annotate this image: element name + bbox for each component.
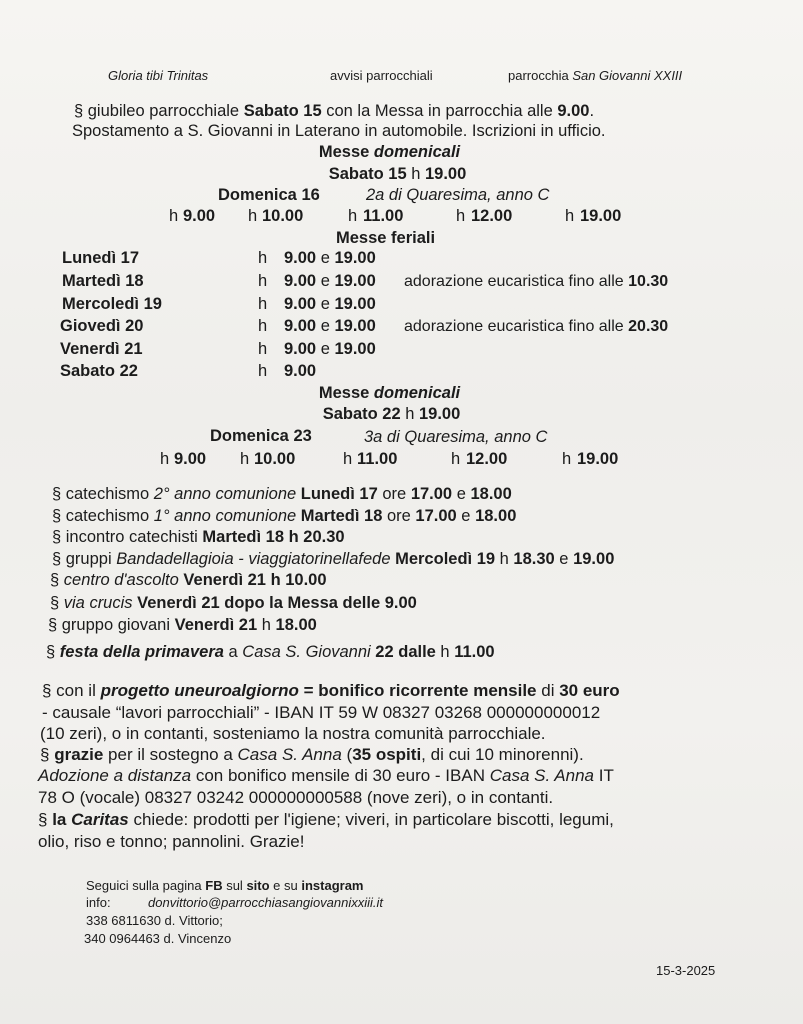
event-day: Martedì 18 bbox=[300, 507, 383, 525]
sunday-mass-time: 11.00 bbox=[357, 450, 398, 468]
sunday-h-label: h bbox=[562, 450, 572, 468]
weekday-times bbox=[284, 249, 376, 268]
giubileo-time: 9.00 bbox=[557, 102, 590, 120]
event-label: § catechismo bbox=[52, 507, 154, 525]
sunday-mass-time: 9.00 bbox=[183, 207, 216, 225]
header-motto: Gloria tibi Trinitas bbox=[108, 68, 209, 83]
sunday-mass-time: 10.00 bbox=[262, 207, 304, 225]
weekday-times bbox=[284, 272, 376, 291]
giubileo-line1 bbox=[74, 102, 594, 121]
sunday-mass-time: 9.00 bbox=[174, 450, 207, 468]
grazie-line2 bbox=[38, 766, 614, 786]
week2-messe-title-i: domenicali bbox=[373, 384, 461, 402]
week2-messe-title bbox=[0, 384, 791, 403]
weekday-name: Martedì 18 bbox=[62, 272, 144, 290]
event-day: Martedì 18 bbox=[202, 528, 285, 546]
weekday-time-1: 9.00 bbox=[284, 340, 317, 358]
grazie-bonifico: con bonifico mensile di 30 euro - IBAN bbox=[191, 766, 490, 785]
header-parish-name: San Giovanni XXIII bbox=[572, 68, 683, 83]
footer-date: 15-3-2025 bbox=[656, 963, 716, 978]
weekday-name: Giovedì 20 bbox=[60, 317, 144, 335]
progetto-bonifico: = bonifico ricorrente mensile bbox=[298, 681, 537, 700]
event-detail: Bandadellagioia - viaggiatorinellafede bbox=[116, 550, 391, 568]
week1-messe-title-b: Messe bbox=[318, 143, 374, 161]
giubileo-mid: con la Messa in parrocchia alle bbox=[321, 102, 558, 120]
sunday-h-label: h bbox=[160, 450, 170, 468]
footer-esu: e su bbox=[269, 878, 302, 893]
event-time: 20.30 bbox=[303, 528, 345, 546]
event-time: 17.00 bbox=[410, 485, 453, 503]
week1-domenica-note: 2a di Quaresima, anno C bbox=[366, 186, 550, 204]
event-sep: h bbox=[265, 571, 286, 589]
week2-messe-title-b: Messe bbox=[318, 384, 374, 402]
event-label: § catechismo bbox=[52, 485, 154, 503]
giubileo-line2: Spostamento a S. Giovanni in Laterano in automobile. Iscrizioni in ufficio. bbox=[72, 122, 606, 140]
event-day: Mercoledì 19 bbox=[395, 550, 496, 568]
header-parish-prefix: parrocchia bbox=[508, 68, 573, 83]
week2-sabato bbox=[0, 405, 793, 424]
event-sep2: h bbox=[435, 643, 455, 661]
weekday-h-label: h bbox=[258, 272, 268, 290]
progetto-sep: di bbox=[536, 681, 560, 700]
week1-feriali-title: Messe feriali bbox=[336, 229, 436, 247]
weekday-and: e bbox=[316, 249, 335, 267]
sunday-h-label: h bbox=[248, 207, 258, 225]
footer-sito: sito bbox=[246, 878, 270, 893]
weekday-time-1: 9.00 bbox=[284, 295, 317, 313]
footer-phone-vincenzo: 340 0964463 d. Vincenzo bbox=[84, 931, 232, 946]
sunday-h-label: h bbox=[240, 450, 250, 468]
event-sep: h bbox=[257, 616, 276, 634]
caritas-line1 bbox=[38, 810, 614, 830]
weekday-times bbox=[284, 362, 316, 381]
weekday-h-label: h bbox=[258, 295, 268, 313]
grazie-rest: , di cui 10 minorenni). bbox=[421, 745, 584, 764]
week1-sabato-time: 19.00 bbox=[425, 165, 467, 183]
weekday-time-2: 19.00 bbox=[334, 340, 376, 358]
sunday-h-label: h bbox=[456, 207, 466, 225]
event-day: Venerdì 21 bbox=[183, 571, 266, 589]
giubileo-day: Sabato 15 bbox=[243, 102, 322, 120]
header-parish bbox=[508, 68, 682, 83]
sunday-h-label: h bbox=[565, 207, 575, 225]
adoration-time: 20.30 bbox=[628, 318, 669, 335]
week1-sabato-day: Sabato 15 bbox=[328, 165, 407, 183]
event-sep: a bbox=[223, 643, 243, 661]
event-time: 18.30 bbox=[513, 550, 555, 568]
footer-sul: sul bbox=[222, 878, 247, 893]
sunday-mass-time: 11.00 bbox=[363, 207, 404, 225]
grazie-mid: per il sostegno a bbox=[103, 745, 238, 764]
event-day: Venerdì 21 dopo la Messa delle 9.00 bbox=[137, 594, 417, 612]
weekday-time-2: 19.00 bbox=[334, 272, 376, 290]
progetto-label: § con il bbox=[42, 681, 101, 700]
weekday-times bbox=[284, 295, 376, 314]
adoration-text: adorazione eucaristica fino alle bbox=[404, 273, 629, 290]
weekday-h-label: h bbox=[258, 340, 268, 358]
footer-fb: FB bbox=[205, 878, 223, 893]
footer-email: donvittorio@parrocchiasangiovannixxiii.it bbox=[148, 895, 384, 910]
event-sep: h bbox=[495, 550, 514, 568]
event-and: e bbox=[452, 485, 471, 503]
sunday-mass-time: 12.00 bbox=[466, 450, 508, 468]
week2-sabato-day: Sabato 22 bbox=[322, 405, 401, 423]
progetto-line3: (10 zeri), o in contanti, sosteniamo la nostra comunità parrocchiale. bbox=[40, 724, 546, 743]
event-giovani bbox=[48, 616, 317, 635]
event-time2: 18.00 bbox=[475, 507, 517, 525]
week2-domenica: Domenica 23 bbox=[210, 427, 312, 445]
grazie-word: grazie bbox=[54, 745, 104, 764]
event-and: e bbox=[456, 507, 476, 525]
event-catechismo-1 bbox=[52, 507, 516, 526]
weekday-and: e bbox=[316, 340, 335, 358]
sunday-mass-time: 19.00 bbox=[577, 450, 619, 468]
caritas-label: § bbox=[38, 810, 53, 829]
giubileo-label: § giubileo parrocchiale bbox=[74, 102, 244, 120]
event-detail: via crucis bbox=[63, 594, 133, 612]
caritas-name: Caritas bbox=[71, 810, 129, 829]
week1-messe-title-i: domenicali bbox=[373, 143, 461, 161]
weekday-and: e bbox=[316, 317, 335, 335]
event-time: 11.00 bbox=[454, 643, 495, 661]
weekday-h-label: h bbox=[258, 362, 268, 380]
weekday-time-1: 9.00 bbox=[284, 317, 317, 335]
event-and: e bbox=[554, 550, 574, 568]
weekday-name: Lunedì 17 bbox=[62, 249, 140, 267]
weekday-name: Sabato 22 bbox=[60, 362, 138, 380]
event-detail: 1° anno comunione bbox=[153, 507, 297, 525]
grazie-it: IT bbox=[594, 766, 614, 785]
footer-phone-vittorio: 338 6811630 d. Vittorio; bbox=[86, 913, 223, 928]
event-label: § bbox=[46, 643, 60, 661]
event-label: § incontro catechisti bbox=[52, 528, 203, 546]
event-via-crucis bbox=[50, 594, 417, 613]
event-detail: centro d'ascolto bbox=[63, 571, 179, 589]
sunday-mass-time: 19.00 bbox=[580, 207, 622, 225]
week2-domenica-note: 3a di Quaresima, anno C bbox=[364, 428, 548, 446]
week1-domenica: Domenica 16 bbox=[218, 186, 320, 204]
sunday-mass-time: 10.00 bbox=[254, 450, 296, 468]
grazie-casa: Casa S. Anna bbox=[237, 745, 342, 764]
weekday-time-2: 19.00 bbox=[334, 317, 376, 335]
weekday-and: e bbox=[316, 295, 335, 313]
grazie-ospiti: 35 ospiti bbox=[352, 745, 422, 764]
footer-follow-text: Seguici sulla pagina bbox=[86, 878, 206, 893]
progetto-line1 bbox=[42, 681, 620, 701]
weekday-times bbox=[284, 317, 376, 336]
weekday-times bbox=[284, 340, 376, 359]
progetto-name: progetto uneuroalgiorno bbox=[100, 681, 299, 700]
weekday-time-1: 9.00 bbox=[284, 272, 317, 290]
sunday-mass-time: 12.00 bbox=[471, 207, 513, 225]
progetto-amount: 30 euro bbox=[559, 681, 620, 700]
event-time: 17.00 bbox=[415, 507, 457, 525]
sunday-h-label: h bbox=[169, 207, 179, 225]
event-sep: h bbox=[284, 528, 304, 546]
footer-follow bbox=[86, 878, 364, 893]
footer-instagram: instagram bbox=[301, 878, 364, 893]
weekday-time-2: 19.00 bbox=[334, 295, 376, 313]
event-day: 22 dalle bbox=[375, 643, 436, 661]
adoration-text: adorazione eucaristica fino alle bbox=[404, 318, 629, 335]
event-sep: ore bbox=[377, 485, 411, 503]
weekday-h-label: h bbox=[258, 249, 268, 267]
event-label: § gruppo giovani bbox=[48, 616, 175, 634]
event-time: 18.00 bbox=[275, 616, 317, 634]
footer-info-label: info: bbox=[86, 895, 111, 910]
event-time2: 18.00 bbox=[470, 485, 512, 503]
week2-sabato-h: h bbox=[400, 405, 419, 423]
event-place: Casa S. Giovanni bbox=[242, 643, 371, 661]
header-title: avvisi parrocchiali bbox=[330, 68, 433, 83]
event-catechisti bbox=[52, 528, 345, 547]
event-gruppi bbox=[52, 550, 614, 569]
event-festa-primavera bbox=[46, 643, 495, 662]
grazie-open: ( bbox=[341, 745, 353, 764]
sunday-h-label: h bbox=[343, 450, 353, 468]
event-catechismo-2 bbox=[52, 485, 512, 504]
caritas-request: chiede: prodotti per l'igiene; viveri, in particolare biscotti, legumi, bbox=[128, 810, 614, 829]
weekday-adoration-note bbox=[404, 318, 668, 336]
sunday-h-label: h bbox=[451, 450, 461, 468]
event-centro-ascolto bbox=[50, 571, 327, 590]
sunday-h-label: h bbox=[348, 207, 358, 225]
adoration-time: 10.30 bbox=[628, 273, 669, 290]
event-day: Venerdì 21 bbox=[174, 616, 258, 634]
progetto-line2: - causale “lavori parrocchiali” - IBAN IT 59 W 08327 03268 000000000012 bbox=[42, 703, 601, 722]
weekday-time-2: 19.00 bbox=[334, 249, 376, 267]
weekday-and: e bbox=[316, 272, 335, 290]
grazie-label: § bbox=[40, 745, 55, 764]
grazie-line3: 78 O (vocale) 08327 03242 000000000588 (nove zeri), o in contanti. bbox=[38, 788, 554, 807]
week1-messe-title bbox=[0, 143, 791, 162]
weekday-name: Venerdì 21 bbox=[60, 340, 143, 358]
event-detail: 2° anno comunione bbox=[153, 485, 297, 503]
giubileo-end: . bbox=[589, 102, 595, 120]
event-label: § bbox=[50, 594, 64, 612]
weekday-adoration-note bbox=[404, 273, 668, 291]
grazie-line1 bbox=[40, 745, 584, 765]
event-label: § gruppi bbox=[52, 550, 117, 568]
caritas-la: la bbox=[52, 810, 72, 829]
event-time: 10.00 bbox=[285, 571, 327, 589]
week2-sabato-time: 19.00 bbox=[419, 405, 461, 423]
grazie-casa2: Casa S. Anna bbox=[489, 766, 594, 785]
event-sep: ore bbox=[382, 507, 416, 525]
week1-sabato-h: h bbox=[406, 165, 425, 183]
caritas-line2: olio, riso e tonno; pannolini. Grazie! bbox=[38, 832, 305, 851]
weekday-name: Mercoledì 19 bbox=[62, 295, 162, 313]
event-time2: 19.00 bbox=[573, 550, 615, 568]
weekday-h-label: h bbox=[258, 317, 268, 335]
weekday-time-1: 9.00 bbox=[284, 362, 317, 380]
grazie-adozione: Adozione a distanza bbox=[38, 766, 192, 785]
week1-sabato bbox=[0, 165, 799, 184]
weekday-time-1: 9.00 bbox=[284, 249, 317, 267]
event-day: Lunedì 17 bbox=[300, 485, 378, 503]
event-title: festa della primavera bbox=[59, 643, 224, 661]
event-label: § bbox=[50, 571, 64, 589]
